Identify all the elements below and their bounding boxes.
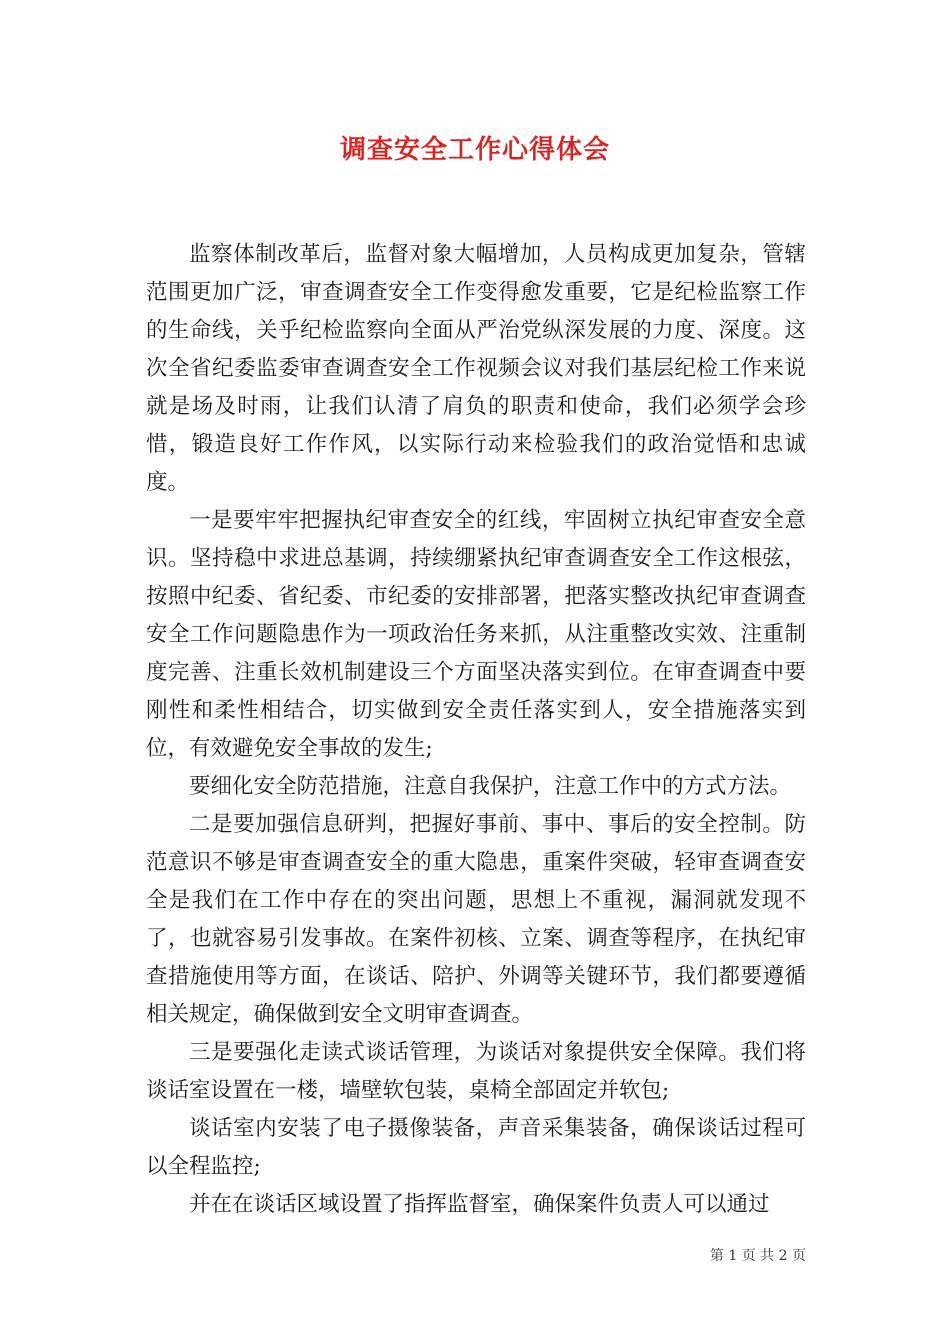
paragraph-safety-measures: 要细化安全防范措施，注意自我保护，注意工作中的方式方法。 (189, 774, 792, 799)
paragraph-intro: 监察体制改革后，监督对象大幅增加，人员构成更加复杂，管辖范围更加广泛，审查调查安全工作变得愈发重要，它是纪检监察工作的生命线，关乎纪检监察向全面从严治党纵深发展的力度、深度。这次全省纪委监委审查调查安全工作视频会议对我们基层纪检工作来说就是场及时雨，让我们认清了肩负的职责和使命，我们必须学会珍惜，锻造良好工作作风，以实际行动来检验我们的政治觉悟和忠诚度。 (146, 242, 806, 495)
paragraph-supervision-room: 并在在谈话区域设置了指挥监督室，确保案件负责人可以通过 (189, 1192, 770, 1217)
page-number-footer: 第 1 页 共 2 页 (709, 1248, 806, 1264)
paragraph-camera-equipment: 谈话室内安装了电子摄像装备，声音采集装备，确保谈话过程可以全程监控; (146, 1116, 806, 1179)
paragraph-point-two: 二是要加强信息研判，把握好事前、事中、事后的安全控制。防范意识不够是审查调查安全的重大隐患，重案件突破，轻审查调查安全是我们在工作中存在的突出问题，思想上不重视，漏洞就发现不了，也就容易引发事故。在案件初核、立案、调查等程序，在执纪审查措施使用等方面，在谈话、陪护、外调等关键环节，我们都要遵循相关规定，确保做到安全文明审查调查。 (146, 812, 806, 1027)
paragraph-point-three: 三是要强化走读式谈话管理，为谈话对象提供安全保障。我们将谈话室设置在一楼，墙壁软包装，桌椅全部固定并软包; (146, 1040, 806, 1103)
paragraph-point-one: 一是要牢牢把握执纪审查安全的红线，牢固树立执纪审查安全意识。坚持稳中求进总基调，持续绷紧执纪审查调查安全工作这根弦，按照中纪委、省纪委、市纪委的安排部署，把落实整改执纪审查调查安全工作问题隐患作为一项政治任务来抓，从注重整改实效、注重制度完善、注重长效机制建设三个方面坚决落实到位。在审查调查中要刚性和柔性相结合，切实做到安全责任落实到人，安全措施落实到位，有效避免安全事故的发生; (146, 508, 806, 761)
document-body (146, 236, 806, 1224)
document-title: 调查安全工作心得体会 (339, 135, 610, 165)
